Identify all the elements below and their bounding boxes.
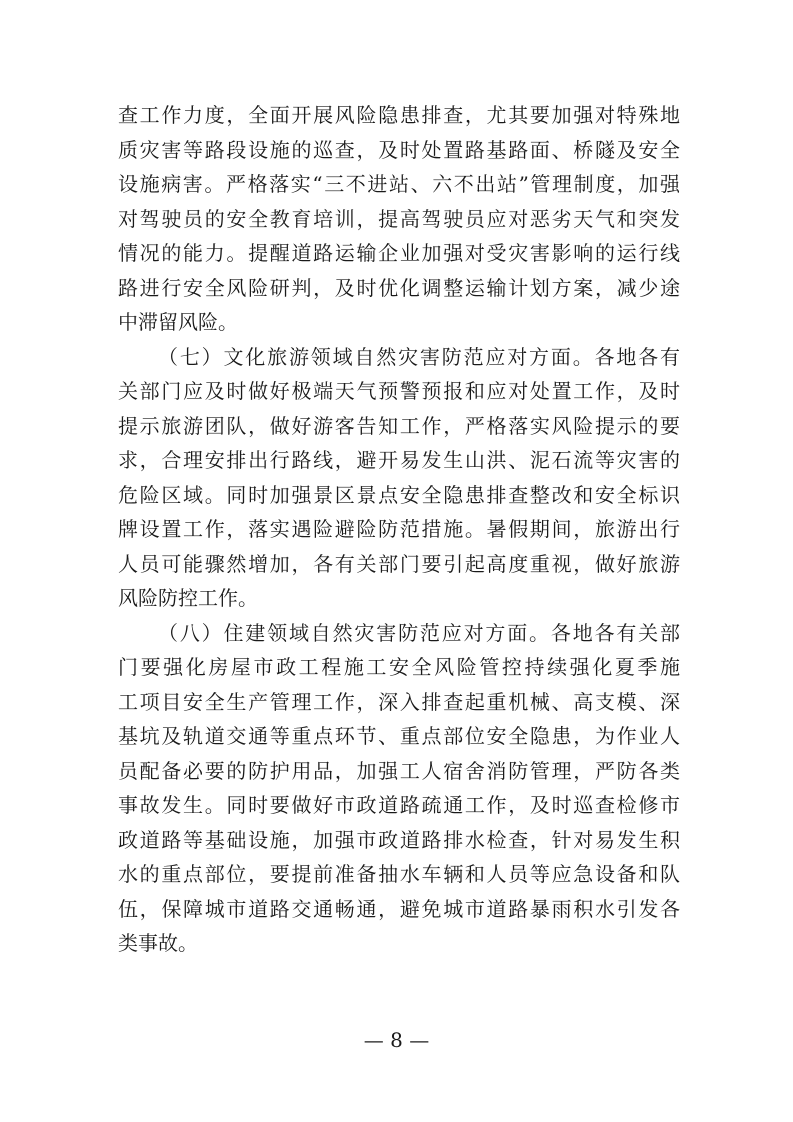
text-line: 牌设置工作，落实遇险避险防范措施。暑假期间，旅游出行 bbox=[118, 517, 680, 541]
page-number: — 8 — bbox=[363, 1028, 430, 1052]
text-line: 类事故。 bbox=[118, 931, 198, 955]
text-line: 质灾害等路段设施的巡查，及时处置路基路面、桥隧及安全 bbox=[118, 137, 680, 162]
paragraph bbox=[118, 98, 680, 340]
text-line: 关部门应及时做好极端天气预警预报和应对处置工作，及时 bbox=[118, 379, 680, 403]
text-line: 门要强化房屋市政工程施工安全风险管控持续强化夏季施 bbox=[118, 655, 680, 679]
text-line: 风险防控工作。 bbox=[118, 586, 258, 610]
text-line: 员配备必要的防护用品，加强工人宿舍消防管理，严防各类 bbox=[118, 758, 680, 783]
text-line: 提示旅游团队，做好游客告知工作，严格落实风险提示的要 bbox=[118, 413, 680, 438]
text-line: 设施病害。严格落实“三不进站、六不出站”管理制度，加强 bbox=[118, 172, 680, 196]
text-line: 水的重点部位，要提前准备抽水车辆和人员等应急设备和队 bbox=[118, 862, 680, 886]
text-line: 政道路等基础设施，加强市政道路排水检查，针对易发生积 bbox=[118, 827, 680, 852]
text-line: 对驾驶员的安全教育培训，提高驾驶员应对恶劣天气和突发 bbox=[118, 206, 680, 231]
text-line: 情况的能力。提醒道路运输企业加强对受灾害影响的运行线 bbox=[118, 241, 680, 265]
paragraph-section-7 bbox=[118, 340, 680, 616]
text-line: 人员可能骤然增加，各有关部门要引起高度重视，做好旅游 bbox=[118, 551, 680, 576]
text-line: 工项目安全生产管理工作，深入排查起重机械、高支模、深 bbox=[118, 689, 680, 714]
text-line: 求，合理安排出行路线，避开易发生山洪、泥石流等灾害的 bbox=[118, 448, 680, 472]
text-line: 查工作力度，全面开展风险隐患排查，尤其要加强对特殊地 bbox=[118, 103, 680, 127]
text-line: 路进行安全风险研判，及时优化调整运输计划方案，减少途 bbox=[118, 275, 680, 300]
text-line: 基坑及轨道交通等重点环节、重点部位安全隐患，为作业人 bbox=[118, 724, 680, 748]
text-line: 伍，保障城市道路交通畅通，避免城市道路暴雨积水引发各 bbox=[118, 896, 680, 921]
text-line: 中滞留风险。 bbox=[118, 310, 238, 334]
paragraph-section-8 bbox=[118, 616, 680, 961]
text-line: 危险区域。同时加强景区景点安全隐患排查整改和安全标识 bbox=[118, 482, 680, 507]
text-line: （七）文化旅游领域自然灾害防范应对方面。各地各有 bbox=[158, 344, 680, 369]
text-line: （八）住建领域自然灾害防范应对方面。各地各有关部 bbox=[158, 620, 680, 645]
document-body bbox=[118, 98, 680, 961]
text-line: 事故发生。同时要做好市政道路疏通工作，及时巡查检修市 bbox=[118, 793, 680, 817]
